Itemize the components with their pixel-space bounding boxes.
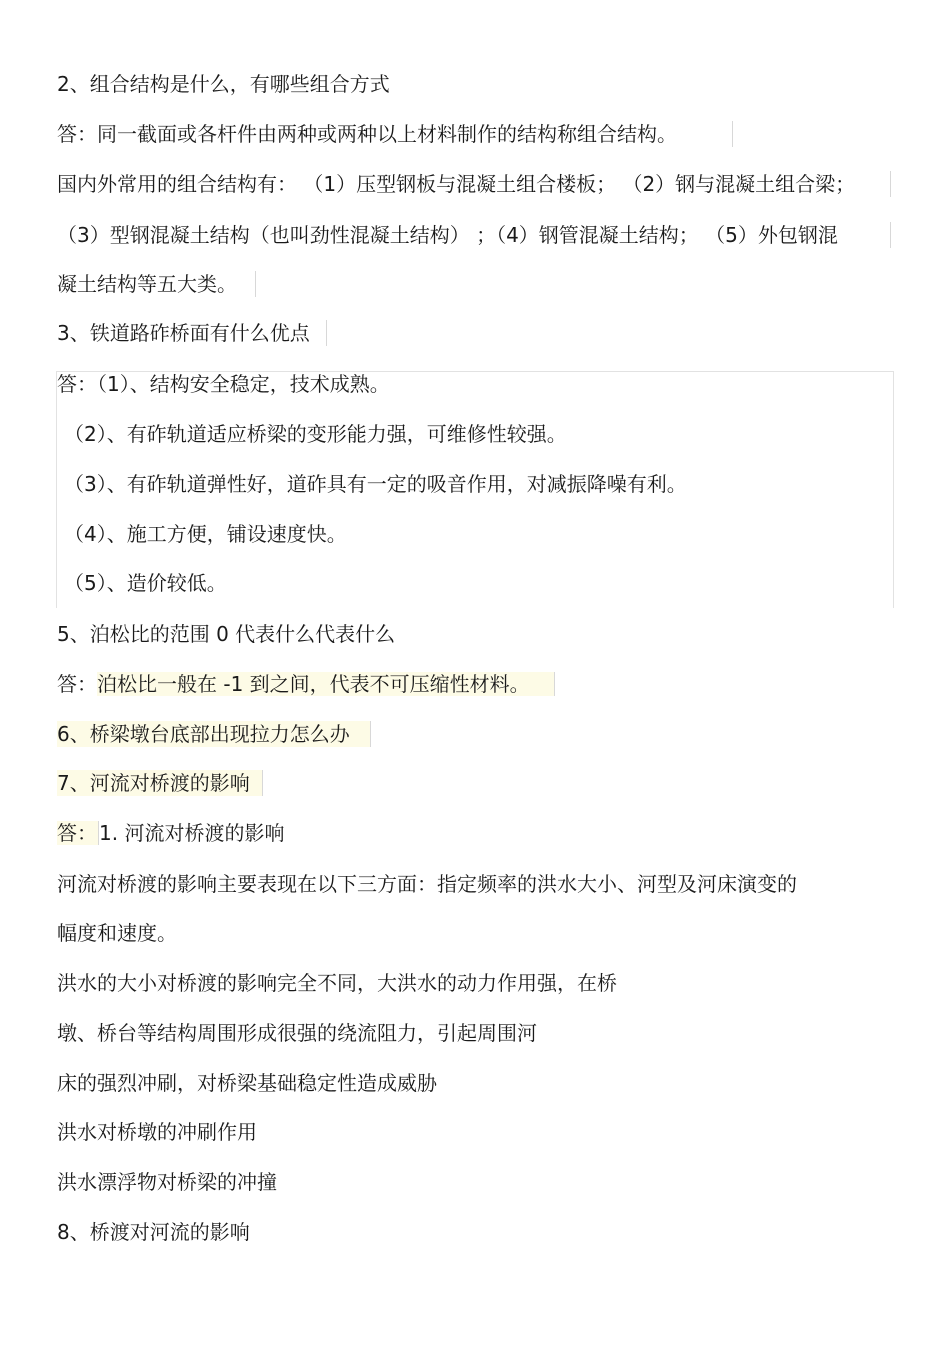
question-5-answer-text: 泊松比一般在 -1 到之间，代表不可压缩性材料。 bbox=[97, 672, 555, 696]
answer-prefix: 答： bbox=[57, 821, 97, 845]
question-7-line-4: 墩、桥台等结构周围形成很强的绕流阻力，引起周围河 bbox=[57, 1021, 537, 1045]
question-2-answer-line-4: 凝土结构等五大类。 bbox=[57, 271, 256, 297]
question-7-answer-head bbox=[57, 820, 284, 846]
question-7-line-2: 幅度和速度。 bbox=[57, 921, 177, 945]
question-7-line-3: 洪水的大小对桥渡的影响完全不同，大洪水的动力作用强，在桥 bbox=[57, 971, 617, 995]
question-7-line-6: 洪水对桥墩的冲刷作用 bbox=[57, 1120, 257, 1144]
question-5-answer bbox=[57, 671, 555, 697]
question-3-answer-4: （4）、施工方便，铺设速度快。 bbox=[64, 522, 347, 546]
question-6-title: 6、桥梁墩台底部出现拉力怎么办 bbox=[57, 721, 371, 747]
answer-subheading: 1. 河流对桥渡的影响 bbox=[99, 821, 285, 845]
question-3-answer-1: 答：（1）、结构安全稳定，技术成熟。 bbox=[57, 372, 390, 396]
question-3-answer-2: （2）、有砟轨道适应桥梁的变形能力强，可维修性较强。 bbox=[64, 422, 567, 446]
question-2-answer-line-1: 答：同一截面或各杆件由两种或两种以上材料制作的结构称组合结构。 bbox=[57, 121, 733, 147]
question-5-title: 5、泊松比的范围 0 代表什么代表什么 bbox=[57, 622, 396, 646]
question-7-line-1: 河流对桥渡的影响主要表现在以下三方面：指定频率的洪水大小、河型及河床演变的 bbox=[57, 872, 797, 896]
question-7-line-5: 床的强烈冲刷，对桥梁基础稳定性造成威胁 bbox=[57, 1071, 437, 1095]
question-7-line-7: 洪水漂浮物对桥梁的冲撞 bbox=[57, 1170, 277, 1194]
question-3-title: 3、铁道路砟桥面有什么优点 bbox=[57, 320, 327, 346]
divider bbox=[890, 222, 891, 248]
question-3-answer-5: （5）、造价较低。 bbox=[64, 571, 227, 595]
question-2-answer-line-3: （3）型钢混凝土结构（也叫劲性混凝土结构） ；（4）钢管混凝土结构； （5）外包钢混 bbox=[57, 223, 838, 247]
question-3-answer-3: （3）、有砟轨道弹性好，道砟具有一定的吸音作用，对减振降噪有利。 bbox=[64, 472, 687, 496]
question-2-title: 2、组合结构是什么，有哪些组合方式 bbox=[57, 72, 390, 96]
question-8-title: 8、桥渡对河流的影响 bbox=[57, 1220, 250, 1244]
answer-prefix: 答： bbox=[57, 672, 97, 696]
divider bbox=[890, 171, 891, 197]
question-7-title: 7、河流对桥渡的影响 bbox=[57, 770, 263, 796]
question-2-answer-line-2: 国内外常用的组合结构有： （1）压型钢板与混凝土组合楼板； （2）钢与混凝土组合梁； bbox=[57, 172, 856, 196]
